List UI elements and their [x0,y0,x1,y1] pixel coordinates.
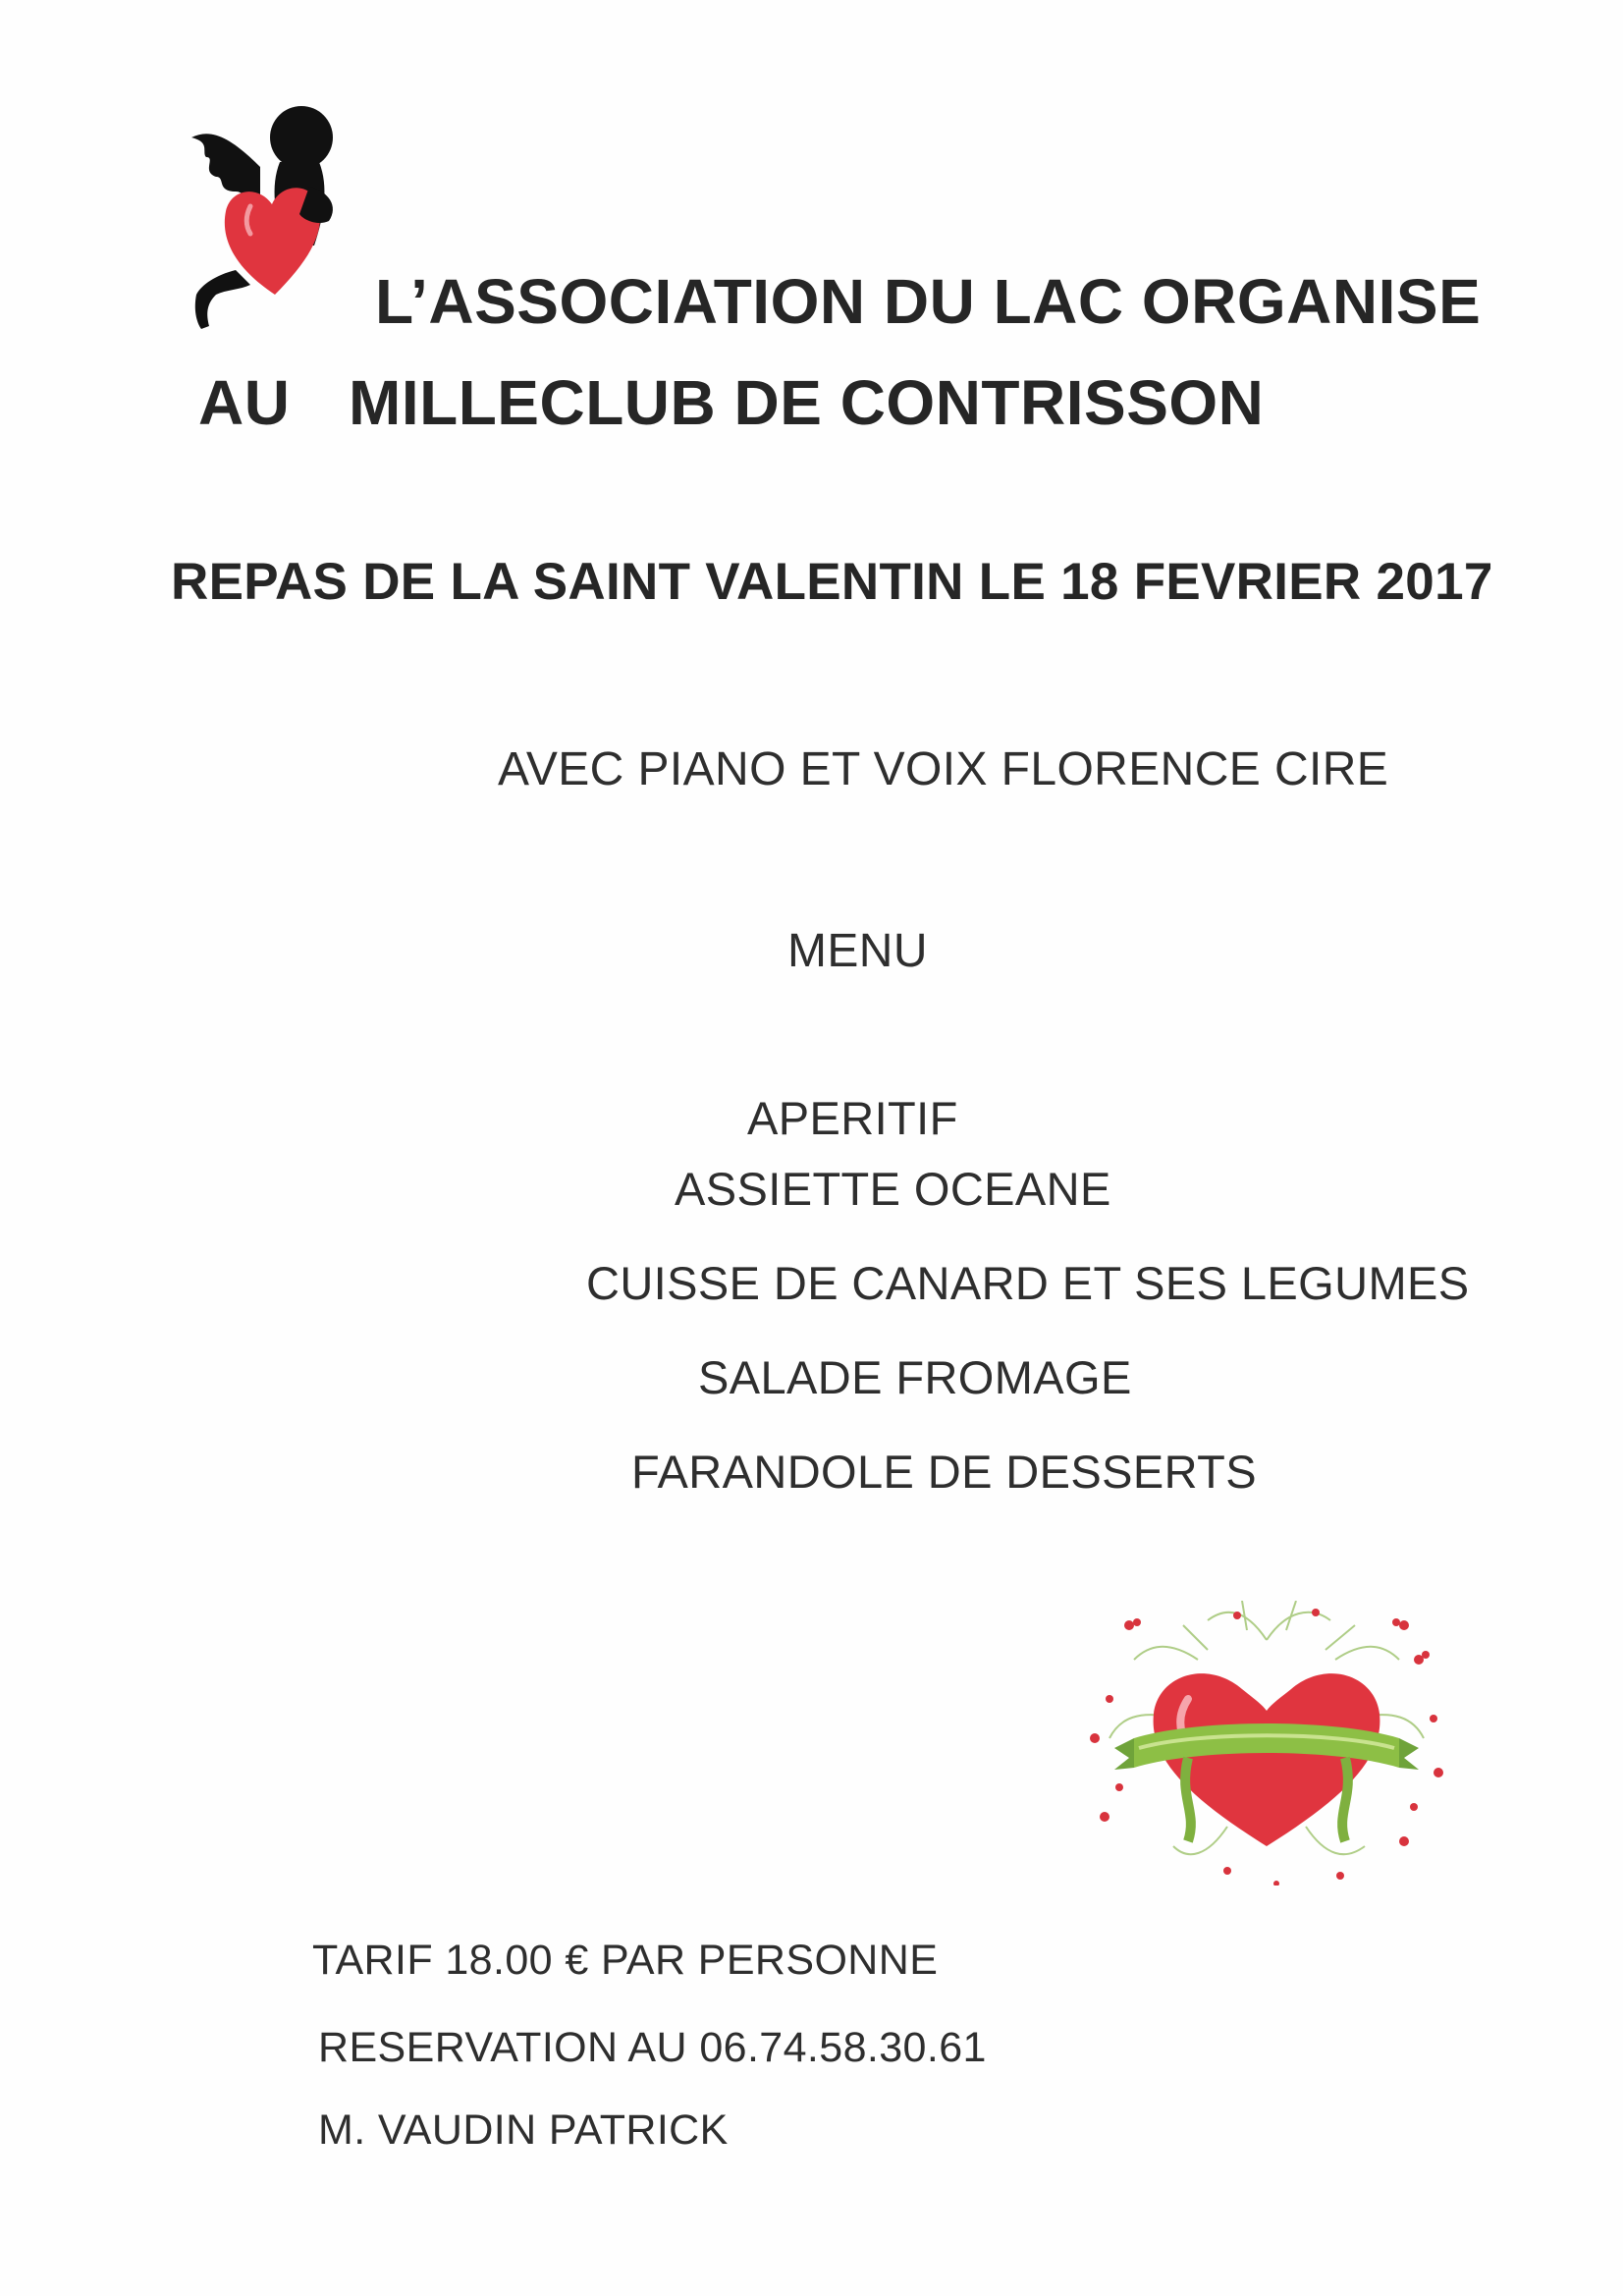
contact-name: M. VAUDIN PATRICK [318,2106,729,2154]
event-title: REPAS DE LA SAINT VALENTIN LE 18 FEVRIER 2017 [171,553,1493,611]
heart-with-ribbon-icon [1080,1601,1453,1886]
menu-item: FARANDOLE DE DESSERTS [631,1446,1257,1498]
reservation-phone: RESERVATION AU 06.74.58.30.61 [318,2024,987,2071]
menu-item: SALADE FROMAGE [698,1351,1132,1403]
menu-heading: MENU [787,925,928,977]
menu-item: CUISSE DE CANARD ET SES LEGUMES [586,1257,1470,1309]
venue-name: MILLECLUB DE CONTRISSON [349,367,1265,438]
association-headline: L’ASSOCIATION DU LAC ORGANISE [375,266,1482,337]
menu-item: ASSIETTE OCEANE [675,1163,1111,1215]
cupid-with-heart-icon [191,98,378,334]
price-info: TARIF 18.00 € PAR PERSONNE [312,1937,939,1984]
menu-item: APERITIF [747,1092,958,1144]
event-music: AVEC PIANO ET VOIX FLORENCE CIRE [498,743,1389,795]
venue-prefix: AU [198,367,291,438]
